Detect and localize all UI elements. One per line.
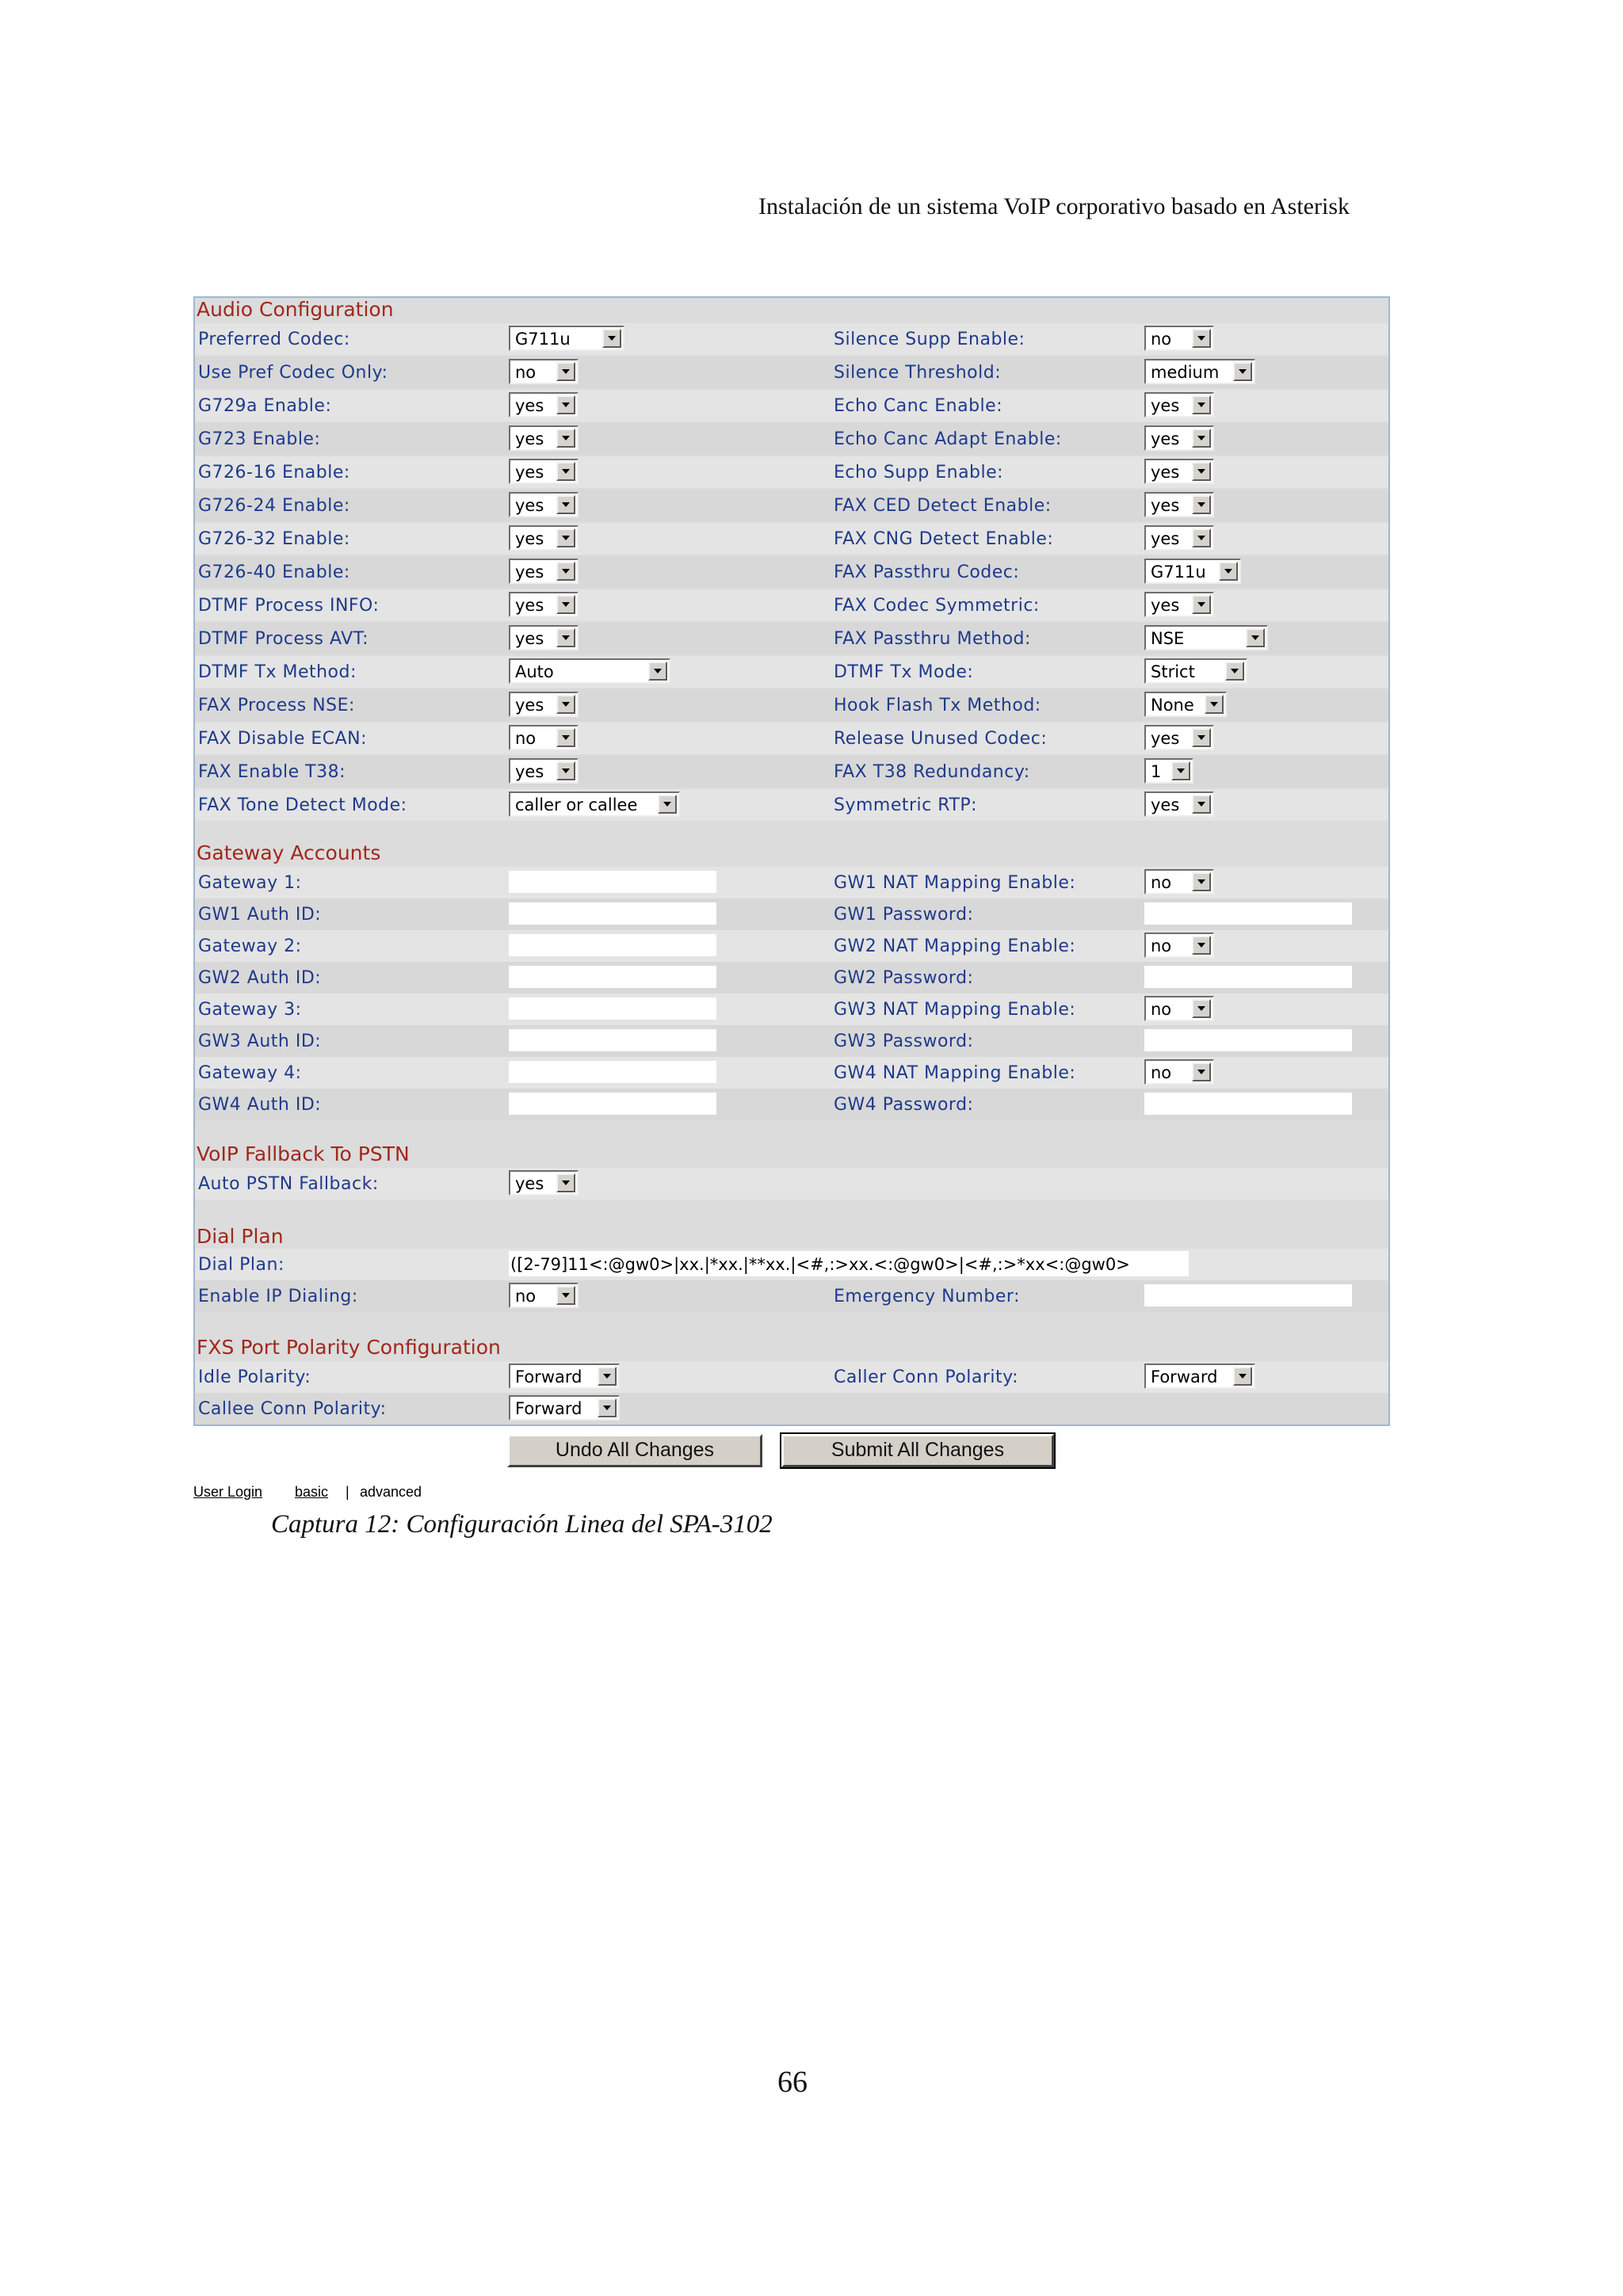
field-label: Preferred Codec:	[198, 330, 350, 349]
row-gw2-auth	[195, 962, 1388, 994]
fax-disable-ecan-select[interactable]: no	[509, 725, 579, 750]
section-title-audio: Audio Configuration	[197, 298, 394, 321]
hook-flash-select[interactable]: None	[1144, 692, 1227, 717]
fax-enable-t38-select[interactable]: yes	[509, 758, 579, 784]
fax-passthru-method-select[interactable]: NSE	[1144, 625, 1268, 650]
row-g726-32	[195, 523, 1388, 555]
chevron-down-icon	[1192, 872, 1211, 891]
gw4-auth-id-input[interactable]	[509, 1093, 716, 1115]
g726-32-select[interactable]: yes	[509, 525, 579, 551]
link-separator: |	[346, 1484, 349, 1500]
field-label: GW2 Password:	[834, 968, 974, 988]
chevron-down-icon	[1205, 695, 1224, 714]
chevron-down-icon	[1192, 999, 1211, 1018]
field-label: Use Pref Codec Only:	[198, 363, 388, 383]
g726-40-select[interactable]: yes	[509, 559, 579, 584]
field-label: Echo Canc Enable:	[834, 396, 1003, 416]
chevron-down-icon	[1246, 628, 1265, 647]
chevron-down-icon	[1192, 395, 1211, 414]
section-title-gateway: Gateway Accounts	[197, 841, 381, 864]
field-label: GW1 NAT Mapping Enable:	[834, 873, 1076, 893]
chevron-down-icon	[1192, 462, 1211, 481]
chevron-down-icon	[1225, 662, 1244, 681]
chevron-down-icon	[598, 1398, 617, 1417]
release-unused-codec-select[interactable]: yes	[1144, 725, 1214, 750]
row-gw3-auth	[195, 1025, 1388, 1057]
page-header: Instalación de un sistema VoIP corporativo basado en Asterisk	[758, 193, 1350, 219]
dial-plan-input[interactable]: ([2-79]11<:@gw0>|xx.|*xx.|**xx.|<#,:>xx.<:@gw0>|<#,:>*xx<:@gw0>	[509, 1251, 1189, 1276]
row-gateway-1	[195, 867, 1388, 898]
row-auto-pstn-fallback	[195, 1168, 1388, 1199]
gw3-nat-select[interactable]: no	[1144, 996, 1214, 1021]
row-use-pref-codec	[195, 357, 1388, 388]
fax-passthru-codec-select[interactable]: G711u	[1144, 559, 1241, 584]
chevron-down-icon	[1192, 528, 1211, 547]
silence-supp-select[interactable]: no	[1144, 326, 1214, 351]
gw1-nat-select[interactable]: no	[1144, 869, 1214, 894]
row-dtmf-info	[195, 589, 1388, 621]
auto-pstn-fallback-select[interactable]: yes	[509, 1170, 579, 1196]
chevron-down-icon	[1233, 1367, 1252, 1386]
row-dtmf-avt	[195, 623, 1388, 654]
section-title-dial-plan: Dial Plan	[197, 1225, 284, 1248]
field-label: Symmetric RTP:	[834, 795, 978, 815]
caller-conn-polarity-select[interactable]: Forward	[1144, 1363, 1255, 1389]
field-label: DTMF Tx Mode:	[834, 662, 974, 682]
enable-ip-dialing-select[interactable]: no	[509, 1283, 579, 1308]
field-label: GW4 NAT Mapping Enable:	[834, 1063, 1076, 1083]
field-label: Gateway 1:	[198, 873, 302, 893]
fax-ced-select[interactable]: yes	[1144, 492, 1214, 517]
echo-canc-select[interactable]: yes	[1144, 392, 1214, 418]
gw1-password-input[interactable]	[1144, 902, 1352, 925]
field-label: FAX CED Detect Enable:	[834, 496, 1052, 516]
line-settings-panel	[193, 296, 1390, 1426]
chevron-down-icon	[556, 462, 575, 481]
field-label: Echo Supp Enable:	[834, 463, 1004, 482]
row-g726-24	[195, 490, 1388, 521]
advanced-link[interactable]: advanced	[360, 1484, 422, 1500]
fax-t38-redundancy-select[interactable]: 1	[1144, 758, 1193, 784]
field-label: FAX Codec Symmetric:	[834, 596, 1040, 616]
row-enable-ip-dialing	[195, 1280, 1388, 1312]
field-label: Gateway 2:	[198, 936, 302, 956]
symmetric-rtp-select[interactable]: yes	[1144, 791, 1214, 817]
gw2-password-input[interactable]	[1144, 966, 1352, 988]
field-label: FAX CNG Detect Enable:	[834, 529, 1054, 549]
chevron-down-icon	[1192, 795, 1211, 814]
chevron-down-icon	[556, 495, 575, 514]
silence-threshold-select[interactable]: medium	[1144, 359, 1255, 384]
chevron-down-icon	[598, 1367, 617, 1386]
page-number: 66	[777, 2065, 808, 2099]
field-label: GW4 Password:	[834, 1095, 974, 1115]
chevron-down-icon	[556, 362, 575, 381]
gateway-3-input[interactable]	[509, 997, 716, 1020]
echo-supp-select[interactable]: yes	[1144, 459, 1214, 484]
chevron-down-icon	[648, 662, 667, 681]
field-label: Gateway 4:	[198, 1063, 302, 1083]
g726-24-select[interactable]: yes	[509, 492, 579, 517]
gw3-password-input[interactable]	[1144, 1029, 1352, 1051]
g729a-select[interactable]: yes	[509, 392, 579, 418]
chevron-down-icon	[556, 562, 575, 581]
field-label: GW3 Auth ID:	[198, 1032, 322, 1051]
emergency-number-input[interactable]	[1144, 1284, 1352, 1306]
row-g729a	[195, 390, 1388, 421]
row-gw4-auth	[195, 1089, 1388, 1120]
field-label: FAX T38 Redundancy:	[834, 762, 1030, 782]
field-label: Emergency Number:	[834, 1287, 1020, 1306]
chevron-down-icon	[556, 1286, 575, 1305]
g726-16-select[interactable]: yes	[509, 459, 579, 484]
row-g726-40	[195, 556, 1388, 588]
row-dtmf-tx-method	[195, 656, 1388, 688]
chevron-down-icon	[556, 429, 575, 448]
field-label: GW1 Password:	[834, 905, 974, 925]
row-preferred-codec	[195, 323, 1388, 355]
user-login-link[interactable]: User Login	[193, 1484, 263, 1500]
chevron-down-icon	[556, 1173, 575, 1192]
field-label: GW3 NAT Mapping Enable:	[834, 1000, 1076, 1020]
field-label: Idle Polarity:	[198, 1367, 311, 1387]
chevron-down-icon	[1219, 562, 1238, 581]
field-label: DTMF Tx Method:	[198, 662, 357, 682]
field-label: Gateway 3:	[198, 1000, 302, 1020]
field-label: Echo Canc Adapt Enable:	[834, 429, 1062, 449]
figure-caption: Captura 12: Configuración Linea del SPA-3102	[271, 1510, 773, 1539]
callee-conn-polarity-select[interactable]: Forward	[509, 1395, 620, 1421]
fax-process-nse-select[interactable]: yes	[509, 692, 579, 717]
gw1-auth-id-input[interactable]	[509, 902, 716, 925]
row-gw1-auth	[195, 898, 1388, 930]
chevron-down-icon	[1192, 936, 1211, 955]
row-callee-conn-polarity	[195, 1393, 1388, 1425]
gw2-nat-select[interactable]: no	[1144, 933, 1214, 958]
basic-link[interactable]: basic	[295, 1484, 329, 1500]
field-label: G726-40 Enable:	[198, 563, 350, 582]
chevron-down-icon	[1192, 595, 1211, 614]
chevron-down-icon	[1192, 429, 1211, 448]
field-label: Enable IP Dialing:	[198, 1287, 358, 1306]
field-label: GW1 Auth ID:	[198, 905, 322, 925]
row-gateway-2	[195, 930, 1388, 962]
idle-polarity-select[interactable]: Forward	[509, 1363, 620, 1389]
gateway-2-input[interactable]	[509, 934, 716, 956]
row-fax-tone-detect	[195, 789, 1388, 821]
field-label: Auto PSTN Fallback:	[198, 1174, 379, 1194]
row-gateway-3	[195, 994, 1388, 1025]
field-label: GW2 Auth ID:	[198, 968, 322, 988]
chevron-down-icon	[602, 329, 621, 348]
g723-select[interactable]: yes	[509, 425, 579, 451]
gw4-password-input[interactable]	[1144, 1093, 1352, 1115]
row-idle-polarity	[195, 1361, 1388, 1393]
field-label: Hook Flash Tx Method:	[834, 696, 1041, 715]
field-label: FAX Passthru Method:	[834, 629, 1031, 649]
gw3-auth-id-input[interactable]	[509, 1029, 716, 1051]
field-label: G729a Enable:	[198, 396, 332, 416]
field-label: Release Unused Codec:	[834, 729, 1048, 749]
section-title-fallback: VoIP Fallback To PSTN	[197, 1142, 410, 1165]
field-label: Silence Supp Enable:	[834, 330, 1025, 349]
row-fax-process-nse	[195, 689, 1388, 721]
chevron-down-icon	[556, 595, 575, 614]
row-gateway-4	[195, 1057, 1388, 1089]
dtmf-tx-method-select[interactable]: Auto	[509, 658, 670, 684]
field-label: G726-16 Enable:	[198, 463, 350, 482]
chevron-down-icon	[1192, 728, 1211, 747]
field-label: Callee Conn Polarity:	[198, 1399, 387, 1419]
gateway-1-input[interactable]	[509, 871, 716, 893]
chevron-down-icon	[658, 795, 677, 814]
fax-codec-symmetric-select[interactable]: yes	[1144, 592, 1214, 617]
dtmf-avt-select[interactable]: yes	[509, 625, 579, 650]
chevron-down-icon	[556, 395, 575, 414]
submit-all-changes-button[interactable]: Submit All Changes	[781, 1434, 1054, 1467]
field-label: FAX Tone Detect Mode:	[198, 795, 407, 815]
row-dial-plan	[195, 1249, 1388, 1280]
field-label: G723 Enable:	[198, 429, 321, 449]
chevron-down-icon	[1192, 329, 1211, 348]
dtmf-tx-mode-select[interactable]: Strict	[1144, 658, 1247, 684]
chevron-down-icon	[556, 695, 575, 714]
field-label: Caller Conn Polarity:	[834, 1367, 1018, 1387]
chevron-down-icon	[556, 761, 575, 780]
field-label: DTMF Process INFO:	[198, 596, 380, 616]
fax-cng-select[interactable]: yes	[1144, 525, 1214, 551]
chevron-down-icon	[1171, 761, 1190, 780]
field-label: DTMF Process AVT:	[198, 629, 369, 649]
field-label: GW2 NAT Mapping Enable:	[834, 936, 1076, 956]
section-title-fxs: FXS Port Polarity Configuration	[197, 1336, 501, 1359]
row-g726-16	[195, 456, 1388, 488]
chevron-down-icon	[1192, 1062, 1211, 1081]
field-label: FAX Process NSE:	[198, 696, 355, 715]
field-label: Dial Plan:	[198, 1255, 285, 1275]
field-label: GW3 Password:	[834, 1032, 974, 1051]
preferred-codec-select[interactable]: G711u	[509, 326, 624, 351]
chevron-down-icon	[556, 528, 575, 547]
undo-all-changes-button[interactable]: Undo All Changes	[507, 1434, 762, 1467]
row-g723	[195, 423, 1388, 455]
fax-tone-detect-select[interactable]: caller or callee	[509, 791, 680, 817]
row-fax-enable-t38	[195, 756, 1388, 788]
chevron-down-icon	[556, 728, 575, 747]
row-fax-disable-ecan	[195, 723, 1388, 754]
chevron-down-icon	[1233, 362, 1252, 381]
field-label: GW4 Auth ID:	[198, 1095, 322, 1115]
gateway-4-input[interactable]	[509, 1061, 716, 1083]
field-label: G726-24 Enable:	[198, 496, 350, 516]
field-label: FAX Passthru Codec:	[834, 563, 1020, 582]
gw2-auth-id-input[interactable]	[509, 966, 716, 988]
gw4-nat-select[interactable]: no	[1144, 1059, 1214, 1085]
field-label: FAX Disable ECAN:	[198, 729, 368, 749]
chevron-down-icon	[556, 628, 575, 647]
chevron-down-icon	[1192, 495, 1211, 514]
echo-canc-adapt-select[interactable]: yes	[1144, 425, 1214, 451]
field-label: FAX Enable T38:	[198, 762, 346, 782]
use-pref-codec-select[interactable]: no	[509, 359, 579, 384]
field-label: G726-32 Enable:	[198, 529, 350, 549]
field-label: Silence Threshold:	[834, 363, 1002, 383]
dtmf-info-select[interactable]: yes	[509, 592, 579, 617]
